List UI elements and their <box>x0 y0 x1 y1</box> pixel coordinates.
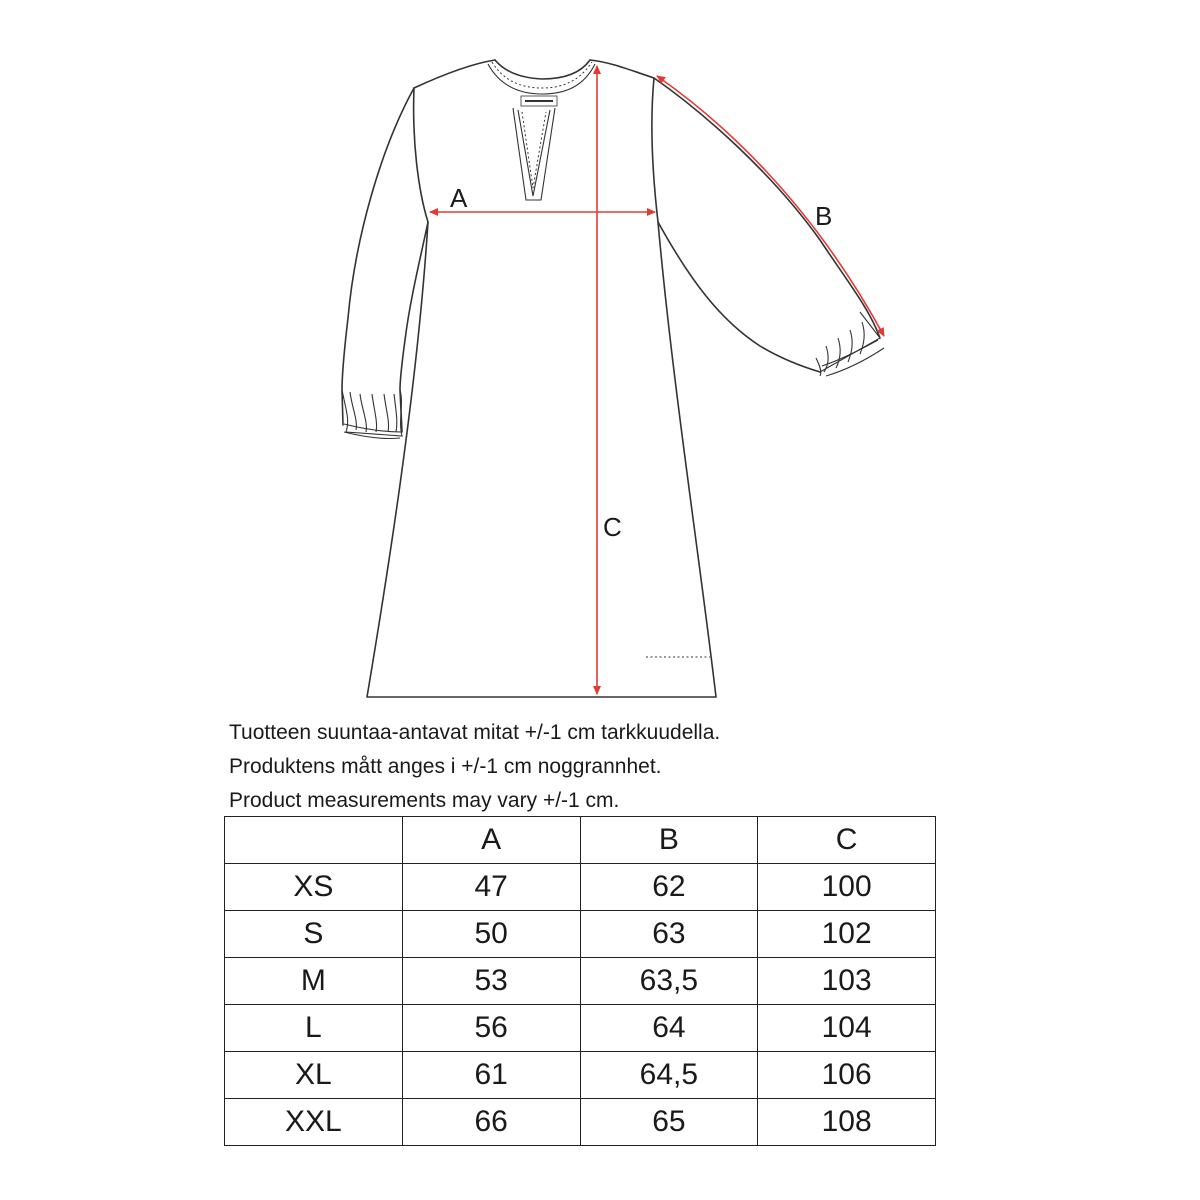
measure-label-b: B <box>815 201 833 231</box>
right-sleeve-outline <box>654 78 880 372</box>
neckline-stitch <box>492 62 592 88</box>
value-cell-a: 56 <box>402 1005 580 1052</box>
size-cell: XL <box>225 1052 403 1099</box>
measure-label-c: C <box>603 512 622 542</box>
measure-line-b <box>657 76 884 336</box>
value-cell-c: 104 <box>758 1005 936 1052</box>
value-cell-a: 47 <box>402 864 580 911</box>
value-cell-b: 63,5 <box>580 958 758 1005</box>
value-cell-b: 65 <box>580 1099 758 1146</box>
size-cell: XS <box>225 864 403 911</box>
header-cell-b: B <box>580 817 758 864</box>
value-cell-a: 53 <box>402 958 580 1005</box>
value-cell-b: 62 <box>580 864 758 911</box>
size-table <box>224 816 936 1146</box>
size-cell: M <box>225 958 403 1005</box>
value-cell-b: 64,5 <box>580 1052 758 1099</box>
left-cuff-band <box>344 424 402 439</box>
neckline-outline <box>495 60 590 79</box>
value-cell-c: 108 <box>758 1099 936 1146</box>
table-header-row <box>225 817 936 864</box>
value-cell-a: 50 <box>402 911 580 958</box>
measure-label-a: A <box>450 183 468 213</box>
note-finnish: Tuotteen suuntaa-antavat mitat +/-1 cm tarkkuudella. <box>229 721 721 744</box>
note-swedish: Produktens mått anges i +/-1 cm noggrannhet. <box>229 755 662 778</box>
note-english: Product measurements may vary +/-1 cm. <box>229 789 620 812</box>
value-cell-c: 103 <box>758 958 936 1005</box>
value-cell-c: 100 <box>758 864 936 911</box>
header-cell-a: A <box>402 817 580 864</box>
value-cell-b: 64 <box>580 1005 758 1052</box>
right-cuff-band <box>822 340 884 376</box>
value-cell-a: 61 <box>402 1052 580 1099</box>
value-cell-a: 66 <box>402 1099 580 1146</box>
header-cell-c: C <box>758 817 936 864</box>
table-row <box>225 958 936 1005</box>
value-cell-c: 106 <box>758 1052 936 1099</box>
table-row <box>225 1005 936 1052</box>
size-cell: XXL <box>225 1099 403 1146</box>
table-row <box>225 911 936 958</box>
size-cell: S <box>225 911 403 958</box>
table-row <box>225 1052 936 1099</box>
value-cell-b: 63 <box>580 911 758 958</box>
measurement-notes <box>229 716 720 818</box>
value-cell-c: 102 <box>758 911 936 958</box>
table-row <box>225 1099 936 1146</box>
size-cell: L <box>225 1005 403 1052</box>
placket-outline <box>513 108 555 200</box>
header-cell-size <box>225 817 403 864</box>
table-row <box>225 864 936 911</box>
